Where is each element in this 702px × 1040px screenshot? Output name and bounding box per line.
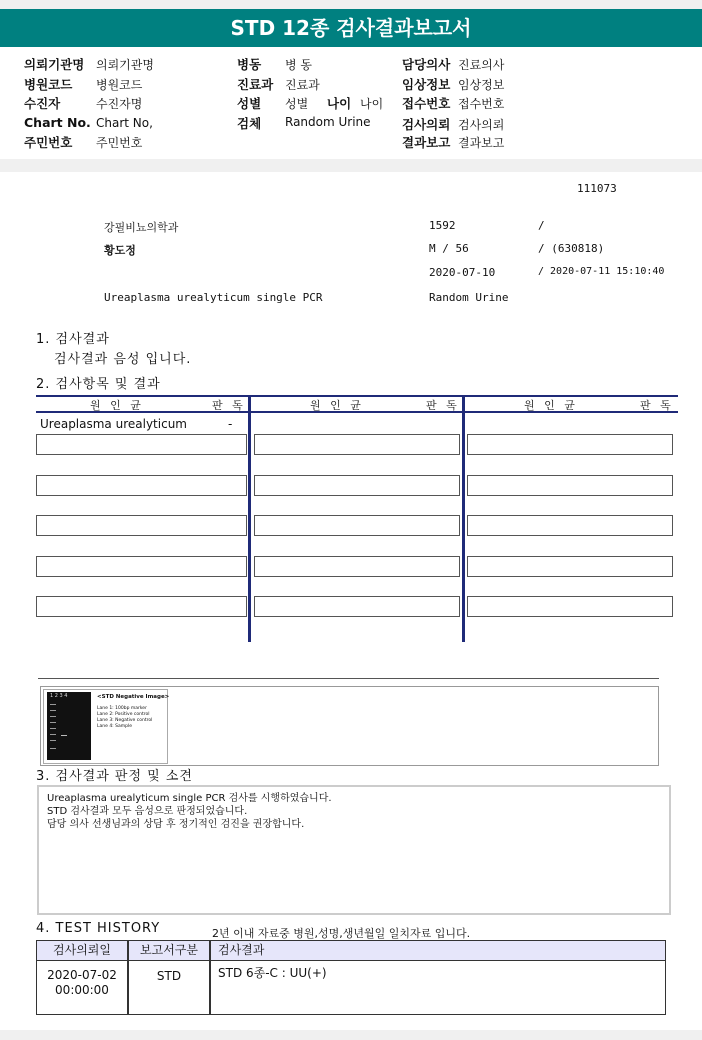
opinion-line-2: STD 검사결과 모두 음성으로 판정되었습니다. <box>47 806 248 817</box>
positive-control-band <box>61 735 67 736</box>
gel-legend-lane-1: Lane 1: 100bp marker <box>97 706 147 711</box>
marker-band <box>50 704 56 705</box>
value-requesting-institution: 의뢰기관명 <box>96 58 154 72</box>
gel-legend <box>97 706 152 730</box>
history-row-date-cell <box>36 960 128 1015</box>
gel-legend-lane-4: Lane 4: Sample <box>97 724 132 729</box>
report-title: STD 12종 검사결과보고서 <box>0 9 702 47</box>
patient-name: 황도정 <box>104 244 136 257</box>
result-value-ureaplasma: - <box>228 417 233 431</box>
hospital-code: 1592 <box>429 219 456 232</box>
section1-title: 1. 검사결과 <box>36 332 110 347</box>
section1-result-text: 검사결과 음성 입니다. <box>54 352 192 367</box>
result-box <box>467 475 673 496</box>
section4-title: 4. TEST HISTORY <box>36 921 161 936</box>
result-box <box>254 475 460 496</box>
gel-section-rule <box>38 678 659 679</box>
marker-band <box>50 728 56 729</box>
value-department: 진료과 <box>285 78 320 92</box>
history-request-date: 2020-07-02 <box>47 968 117 982</box>
result-box <box>467 434 673 455</box>
value-sex: 성별 <box>285 97 309 111</box>
value-resident-number: 주민번호 <box>96 136 143 150</box>
label-department: 진료과 <box>237 77 274 92</box>
patient-sex-age: M / 56 <box>429 242 469 255</box>
label-age: 나이 <box>327 96 352 111</box>
result-box <box>467 515 673 536</box>
value-result-report: 결과보고 <box>458 136 505 150</box>
label-ward: 병동 <box>237 57 262 72</box>
col-header-judge-1: 판 독 <box>212 399 246 412</box>
section3-title: 3. 검사결과 판정 및 소견 <box>36 769 193 784</box>
history-header-result: 검사결과 <box>210 940 666 961</box>
test-name: Ureaplasma urealyticum single PCR <box>104 291 323 304</box>
value-test-request: 검사의뢰 <box>458 118 505 132</box>
label-hospital-code: 병원코드 <box>24 77 73 92</box>
history-note: 2년 이내 자료중 병원,성명,생년월일 일치자료 입니다. <box>212 927 471 940</box>
marker-band <box>50 722 56 723</box>
history-header-type: 보고서구분 <box>128 940 210 961</box>
label-specimen: 검체 <box>237 116 262 131</box>
result-box <box>36 475 247 496</box>
value-hospital-code: 병원코드 <box>96 78 143 92</box>
opinion-line-1: Ureaplasma urealyticum single PCR 검사를 시행하였습니다. <box>47 793 332 804</box>
label-clinical-info: 임상정보 <box>402 77 451 92</box>
results-table-divider-2 <box>462 395 465 642</box>
gel-lane-numbers: 1 2 3 4 <box>50 693 68 699</box>
result-box <box>467 556 673 577</box>
result-box <box>254 515 460 536</box>
value-age: 나이 <box>360 97 384 111</box>
patient-birth: / (630818) <box>538 242 605 255</box>
value-specimen: Random Urine <box>285 115 371 129</box>
request-date: 2020-07-10 <box>429 266 496 279</box>
opinion-box <box>37 785 671 915</box>
gel-legend-lane-2: Lane 2: Positive control <box>97 712 150 717</box>
label-sex: 성별 <box>237 96 262 111</box>
patient-info-header <box>0 47 702 159</box>
results-table-divider-1 <box>248 395 251 642</box>
label-chart-no: Chart No. <box>24 115 91 130</box>
marker-band <box>50 734 56 735</box>
col-header-judge-3: 판 독 <box>640 399 674 412</box>
result-box <box>36 434 247 455</box>
label-resident-number: 주민번호 <box>24 135 73 150</box>
label-receipt-number: 접수번호 <box>402 96 451 111</box>
result-box <box>36 515 247 536</box>
gel-image-title: <STD Negative Image> <box>97 694 170 700</box>
history-request-time: 00:00:00 <box>55 983 109 997</box>
col-header-organism-1: 원 인 균 <box>90 399 144 412</box>
marker-band <box>50 740 56 741</box>
report-number: 111073 <box>577 182 617 195</box>
value-receipt-number: 접수번호 <box>458 97 505 111</box>
gel-image <box>47 692 91 760</box>
value-patient: 수진자명 <box>96 97 143 111</box>
result-box <box>467 596 673 617</box>
col-header-organism-2: 원 인 균 <box>310 399 364 412</box>
clinic-name: 강필비뇨의학과 <box>104 221 179 234</box>
result-item-ureaplasma: Ureaplasma urealyticum <box>40 417 187 431</box>
code-separator: / <box>538 219 545 232</box>
report-datetime: / 2020-07-11 15:10:40 <box>538 266 665 277</box>
result-box <box>254 556 460 577</box>
history-report-type: STD <box>128 960 210 1015</box>
col-header-judge-2: 판 독 <box>426 399 460 412</box>
result-box <box>254 434 460 455</box>
col-header-organism-3: 원 인 균 <box>524 399 578 412</box>
specimen-type: Random Urine <box>429 291 509 304</box>
value-chart-no: Chart No, <box>96 116 153 130</box>
value-clinical-info: 임상정보 <box>458 78 505 92</box>
result-box <box>36 596 247 617</box>
marker-band <box>50 710 56 711</box>
history-test-result: STD 6종-C : UU(+) <box>210 960 666 1015</box>
opinion-line-3: 담당 의사 선생님과의 상담 후 정기적인 검진을 권장합니다. <box>47 819 305 830</box>
result-box <box>36 556 247 577</box>
result-box <box>254 596 460 617</box>
history-header-date: 검사의뢰일 <box>36 940 128 961</box>
value-ward: 병 동 <box>285 58 312 72</box>
marker-band <box>50 716 56 717</box>
label-requesting-institution: 의뢰기관명 <box>24 57 85 72</box>
label-result-report: 결과보고 <box>402 135 451 150</box>
label-patient: 수진자 <box>24 96 61 111</box>
label-attending-doctor: 담당의사 <box>402 57 451 72</box>
gel-legend-lane-3: Lane 3: Negative control <box>97 718 153 723</box>
section2-title: 2. 검사항목 및 결과 <box>36 377 161 392</box>
value-attending-doctor: 진료의사 <box>458 58 505 72</box>
label-test-request: 검사의뢰 <box>402 117 451 132</box>
marker-band <box>50 748 56 749</box>
